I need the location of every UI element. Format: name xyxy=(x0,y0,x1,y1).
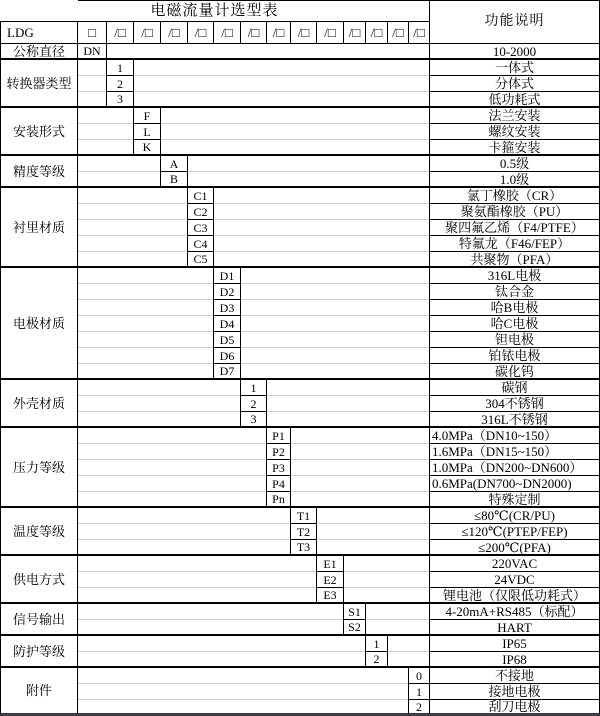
option-desc-cell: 不接地 xyxy=(430,668,600,684)
option-desc-cell: 碳化钨 xyxy=(430,364,600,380)
option-desc-cell: 钛合金 xyxy=(430,284,600,300)
option-code-cell: 2 xyxy=(241,396,267,412)
option-desc-cell: 螺纹安装 xyxy=(430,124,600,140)
option-code-cell: K xyxy=(134,140,161,156)
model-code-slot: /□ xyxy=(388,22,409,44)
model-code-slot: /□ xyxy=(409,22,430,44)
selection-gap xyxy=(388,636,430,668)
selection-gap xyxy=(78,428,267,508)
option-desc-cell: 低功耗式 xyxy=(430,92,600,108)
table-title: 电磁流量计选型表 xyxy=(78,0,430,22)
model-code-slot: /□ xyxy=(107,22,134,44)
selection-gap xyxy=(78,60,107,108)
model-code-slot: /□ xyxy=(317,22,344,44)
option-code-cell: D5 xyxy=(214,332,241,348)
option-desc-cell: 特殊定制 xyxy=(430,492,600,508)
option-code-cell: D4 xyxy=(214,316,241,332)
option-desc-cell: 刮刀电极 xyxy=(430,700,600,716)
category-label: 信号输出 xyxy=(0,604,78,636)
option-code-cell: 3 xyxy=(107,92,134,108)
option-desc-cell: 哈B电极 xyxy=(430,300,600,316)
option-code-cell: Pn xyxy=(267,492,291,508)
selection-gap xyxy=(78,188,188,268)
option-code-cell: P4 xyxy=(267,476,291,492)
selection-gap xyxy=(78,556,317,604)
option-desc-cell: 锂电池（仅限低功耗式） xyxy=(430,588,600,604)
option-code-cell: 1 xyxy=(241,380,267,396)
option-desc-cell: 0.6MPa(DN700~DN2000) xyxy=(430,476,600,492)
model-prefix: LDG xyxy=(0,22,78,44)
option-desc-cell: 卡箍安装 xyxy=(430,140,600,156)
selection-gap xyxy=(241,268,430,380)
option-desc-cell: 聚四氟乙烯（F4/PTFE） xyxy=(430,220,600,236)
option-desc-cell: 24VDC xyxy=(430,572,600,588)
option-code-cell: 2 xyxy=(366,652,388,668)
option-desc-cell: HART xyxy=(430,620,600,636)
model-code-slot: /□ xyxy=(161,22,188,44)
category-label: 转换器类型 xyxy=(0,60,78,108)
option-code-cell: D1 xyxy=(214,268,241,284)
option-desc-cell: 1.6MPa（DN15~150） xyxy=(430,444,600,460)
option-desc-cell: 4-20mA+RS485（标配） xyxy=(430,604,600,620)
option-code-cell: E2 xyxy=(317,572,344,588)
model-code-slot: /□ xyxy=(366,22,388,44)
selection-gap xyxy=(78,508,291,556)
category-label: 附件 xyxy=(0,668,78,716)
model-code-slot: /□ xyxy=(188,22,214,44)
option-code-cell: E3 xyxy=(317,588,344,604)
option-code-cell: D7 xyxy=(214,364,241,380)
option-desc-cell: IP68 xyxy=(430,652,600,668)
category-label: 安装形式 xyxy=(0,108,78,156)
selection-gap xyxy=(317,508,430,556)
option-code-cell: C4 xyxy=(188,236,214,252)
option-desc-cell: 10-2000 xyxy=(430,44,600,60)
option-code-cell: A xyxy=(161,156,188,172)
option-code-cell: P3 xyxy=(267,460,291,476)
selection-gap xyxy=(78,268,214,380)
option-code-cell: S2 xyxy=(344,620,366,636)
option-code-cell: P1 xyxy=(267,428,291,444)
selection-gap xyxy=(78,156,161,188)
option-desc-cell: 一体式 xyxy=(430,60,600,76)
option-code-cell: 1 xyxy=(409,684,430,700)
category-label: 防护等级 xyxy=(0,636,78,668)
option-code-cell: 1 xyxy=(366,636,388,652)
selection-gap xyxy=(107,44,430,60)
option-code-cell: DN xyxy=(78,44,107,60)
option-desc-cell: 220VAC xyxy=(430,556,600,572)
option-desc-cell: 钽电极 xyxy=(430,332,600,348)
option-code-cell: 0 xyxy=(409,668,430,684)
option-desc-cell: 氯丁橡胶（CR） xyxy=(430,188,600,204)
option-code-cell: S1 xyxy=(344,604,366,620)
option-desc-cell: 316L不锈钢 xyxy=(430,412,600,428)
category-label: 衬里材质 xyxy=(0,188,78,268)
selection-gap xyxy=(161,108,430,156)
category-label: 温度等级 xyxy=(0,508,78,556)
option-desc-cell: 1.0级 xyxy=(430,172,600,188)
model-code-slot: /□ xyxy=(267,22,291,44)
option-desc-cell: 铂铱电极 xyxy=(430,348,600,364)
selection-gap xyxy=(214,188,430,268)
category-label: 公称直径 xyxy=(0,44,78,60)
selection-gap xyxy=(291,428,430,508)
option-code-cell: E1 xyxy=(317,556,344,572)
option-desc-cell: 304不锈钢 xyxy=(430,396,600,412)
option-desc-cell: ≤200℃(PFA) xyxy=(430,540,600,556)
option-desc-cell: 聚氨酯橡胶（PU） xyxy=(430,204,600,220)
option-desc-cell: IP65 xyxy=(430,636,600,652)
option-code-cell: 3 xyxy=(241,412,267,428)
option-code-cell: D6 xyxy=(214,348,241,364)
model-code-slot: /□ xyxy=(214,22,241,44)
option-desc-cell: 碳钢 xyxy=(430,380,600,396)
option-code-cell: T3 xyxy=(291,540,317,556)
selection-gap xyxy=(78,380,241,428)
selection-gap xyxy=(267,380,430,428)
option-desc-cell: 1.0MPa（DN200~DN600） xyxy=(430,460,600,476)
option-desc-cell: ≤80℃(CR/PU) xyxy=(430,508,600,524)
option-code-cell: 2 xyxy=(409,700,430,716)
option-desc-cell: 4.0MPa（DN10~150） xyxy=(430,428,600,444)
selection-gap xyxy=(188,156,430,188)
option-code-cell: F xyxy=(134,108,161,124)
selection-gap xyxy=(134,60,430,108)
option-desc-cell: 法兰安装 xyxy=(430,108,600,124)
model-code-slot: /□ xyxy=(344,22,366,44)
option-code-cell: T1 xyxy=(291,508,317,524)
selection-gap xyxy=(78,108,134,156)
selection-gap xyxy=(366,604,430,636)
model-code-slot: □ xyxy=(78,22,107,44)
model-code-slot: /□ xyxy=(134,22,161,44)
category-label: 电极材质 xyxy=(0,268,78,380)
option-desc-cell: 哈C电极 xyxy=(430,316,600,332)
function-column-header: 功能说明 xyxy=(430,0,600,44)
category-label: 外壳材质 xyxy=(0,380,78,428)
option-desc-cell: 0.5级 xyxy=(430,156,600,172)
title-spacer xyxy=(0,0,78,22)
option-code-cell: B xyxy=(161,172,188,188)
selection-gap xyxy=(78,668,409,716)
category-label: 供电方式 xyxy=(0,556,78,604)
option-desc-cell: 接地电极 xyxy=(430,684,600,700)
option-code-cell: C1 xyxy=(188,188,214,204)
option-code-cell: L xyxy=(134,124,161,140)
selection-gap xyxy=(344,556,430,604)
option-code-cell: P2 xyxy=(267,444,291,460)
option-desc-cell: ≤120℃(PTEP/FEP) xyxy=(430,524,600,540)
selection-gap xyxy=(78,636,366,668)
option-desc-cell: 分体式 xyxy=(430,76,600,92)
option-code-cell: D2 xyxy=(214,284,241,300)
option-desc-cell: 特氟龙（F46/FEP） xyxy=(430,236,600,252)
option-code-cell: C5 xyxy=(188,252,214,268)
category-label: 精度等级 xyxy=(0,156,78,188)
option-desc-cell: 316L电极 xyxy=(430,268,600,284)
option-desc-cell: 共聚物（PFA） xyxy=(430,252,600,268)
option-code-cell: T2 xyxy=(291,524,317,540)
option-code-cell: D3 xyxy=(214,300,241,316)
option-code-cell: 2 xyxy=(107,76,134,92)
model-code-slot: /□ xyxy=(291,22,317,44)
option-code-cell: C3 xyxy=(188,220,214,236)
option-code-cell: 1 xyxy=(107,60,134,76)
model-code-slot: /□ xyxy=(241,22,267,44)
option-code-cell: C2 xyxy=(188,204,214,220)
selection-gap xyxy=(78,604,344,636)
category-label: 压力等级 xyxy=(0,428,78,508)
